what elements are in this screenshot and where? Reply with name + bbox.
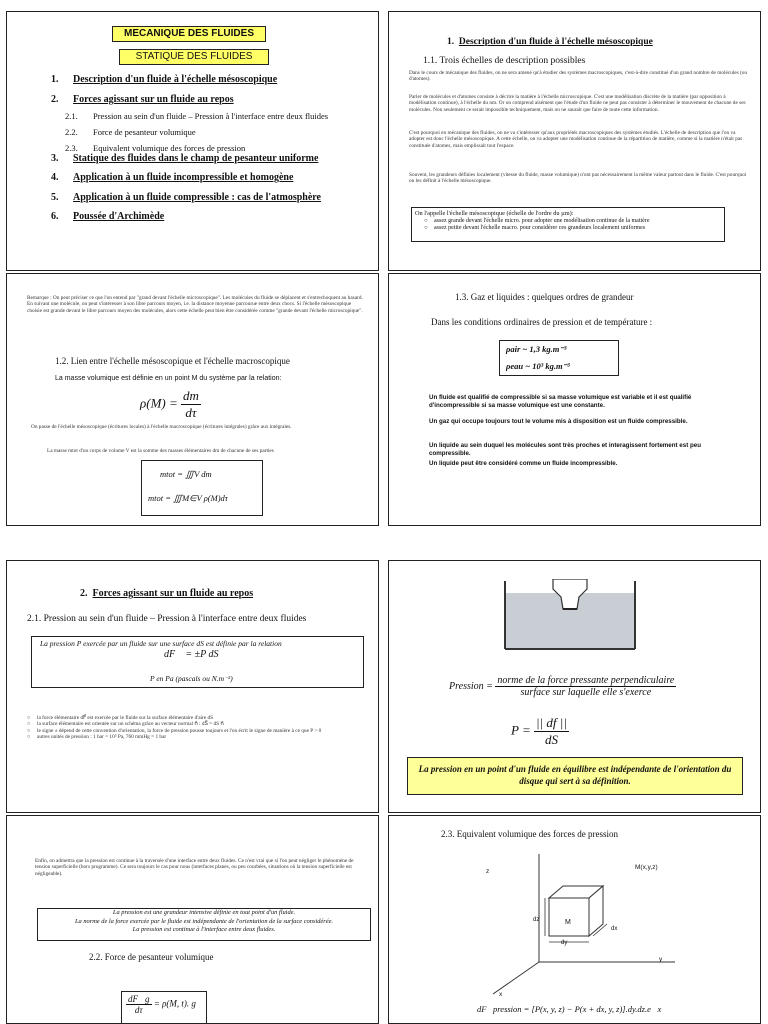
density-values-box: [499, 340, 619, 376]
definition-intro: On l'appelle l'échelle mésoscopique (échelle de l'ordre du µm):: [415, 210, 574, 217]
toc-item-4: 4. Application à un fluide incompressible et homogène: [51, 172, 294, 183]
pressure-ratio: Pression = $\frac{\text{norme de la force pressante perpendiculaire}}{\text{surface sur laquelle elle s'exerce}}$: [449, 675, 675, 698]
mass-integral-box: [141, 460, 263, 516]
toc-subitem-2-2: 2.2. Force de pesanteur volumique: [65, 127, 196, 137]
slide-lien-echelles: [6, 273, 379, 526]
slide-title: 1. Description d'un fluide à l'échelle mésoscopique: [447, 37, 653, 47]
section-heading: 1.1. Trois échelles de description possibles: [423, 56, 586, 66]
note-1: ○ la force élémentaire dF⃗ est exercée par le fluide sur la surface élémentaire d'aire dS: [27, 715, 372, 721]
rho-air: ρair ~ 1,3 kg.m⁻³: [506, 344, 567, 354]
section-heading: 2.2. Force de pesanteur volumique: [89, 952, 214, 962]
x-axis: [493, 962, 539, 994]
z-label: z: [486, 868, 490, 875]
section-heading: 1.2. Lien entre l'échelle mésoscopique et l'échelle macroscopique: [55, 356, 290, 366]
pressure-definition-text: La pression P exercée par un fluide sur une surface dS est définie par la relation: [40, 639, 282, 648]
definition-text: La masse volumique est définie en un point M du système par la relation:: [55, 375, 282, 382]
paragraph-3: C'est pourquoi en mécanique des fluides, on ne va s'intéresser qu'aux propriétés macroscopiques des systèmes étudiés. L'échelle de description que l'on va adopter est donc l'échelle mésoscopique. A cette échelle, on va adopter une modélisation continue de la répartition de matière, comme si la matière n'était pas constituée d'atomes, mais emplissait tout l'espace.: [409, 130, 743, 149]
statement-3: Un liquide au sein duquel les molécules sont très proches et interagissent fortement est peu compressible.: [429, 442, 701, 457]
toc-item-6: 6. Poussée d'Archimède: [51, 211, 165, 222]
section-heading: 2.3. Equivalent volumique des forces de pression: [441, 829, 618, 839]
statement-1: Un fluide est qualifié de compressible si sa masse volumique est variable et il est qualifié d'incompressible si sa masse volumique est une constante.: [429, 394, 692, 409]
volume-cube: [549, 898, 589, 936]
dx-label: dx: [611, 926, 618, 932]
slide-gaz-liquides: [388, 273, 761, 526]
pressure-properties-box: [37, 908, 371, 941]
slide-pression-definition: [388, 560, 761, 813]
main-title-box: [112, 26, 266, 42]
equilibrium-note-box: La pression en un point d'un fluide en équilibre est indépendante de l'orientation du disque qui sert à sa définition.: [407, 757, 743, 795]
pressure-definition-box: [31, 636, 364, 688]
y-label: y: [659, 956, 663, 963]
definition-bullet-2: ○ assez petite devant l'échelle macro. pour considérer ces grandeurs localement uniformes: [424, 225, 724, 233]
point-label: M(x,y,z): [635, 864, 658, 871]
section-heading: 2.1. Pression au sein d'un fluide – Pression à l'interface entre deux fluides: [27, 614, 307, 624]
property-2: La norme de la force exercée par le fluide est indépendante de l'orientation de la surface considérée.: [74, 917, 334, 925]
dz-label: dz: [533, 917, 540, 923]
paragraph-1: On passe de l'échelle mésoscopique (écritures locales) à l'échelle macroscopique (écritures intégrales) grâce aux intégrales.: [31, 424, 292, 430]
pressure-force-equation: dF⃗pression = [P(x, y, z) − P(x + dx, y, z)].dy.dz.e⃗x: [477, 1004, 662, 1014]
toc-item-2: 2. Forces agissant sur un fluide au repos: [51, 94, 234, 105]
mass-integral-1: mtot = ∭V dm: [160, 469, 212, 479]
section-heading: 1.3. Gaz et liquides : quelques ordres de grandeur: [455, 292, 634, 302]
interface-paragraph: Enfin, on admettra que la pression est continue à la traversée d'une interface entre deux fluides. Ce n'est vrai que si l'on peut négliger le phénomène de tension superficielle (hors programme). Ce sera toujours le cas pour nous (interfaces planes, ou peu courbées, situations où la tension superficielle est négligeable).: [35, 858, 354, 877]
pressure-unit: P en Pa (pascals ou N.m⁻²): [150, 674, 233, 683]
pressure-equation: dF⃗ = ±P dS⃗: [164, 649, 227, 660]
paragraph-2: Parler de molécules et d'atomes consiste à décrire la matière à l'échelle microscopique. C'est une modélisation discrète de la matière (par opposition à modélisation continue), à l'échelle du nm. Or on comprend aisément que l'étude d'un fluide ne peut pas consister à déterminer le mouvement de chacune de ses molécules. Non seulement ce serait impossible techniquement, mais on ne saurait que faire de toute cette information.: [409, 94, 746, 113]
toc-item-5: 5. Application à un fluide compressible : cas de l'atmosphère: [51, 192, 321, 203]
slide-description-mesoscopique: [388, 11, 761, 271]
property-1: La pression est une grandeur intensive définie en tout point d'un fluide.: [112, 909, 296, 916]
conditions-text: Dans les conditions ordinaires de pression et de température :: [431, 317, 653, 327]
slide-table-of-contents: [6, 11, 379, 271]
dy-label: dy: [561, 940, 568, 946]
definition-bullet-1: ○ assez grande devant l'échelle micro. pour adopter une modélisation continue de la matière: [424, 218, 724, 226]
density-equation: ρ(M) = $\frac{dm}{d\tau}$: [140, 388, 199, 420]
mass-integral-2: mtot = ∭M∈V ρ(M)dτ: [148, 493, 228, 503]
gravity-equation-box: [121, 991, 207, 1024]
statement-4: Un liquide peut être considéré comme un fluide incompressible.: [429, 460, 618, 467]
subtitle-box: [119, 49, 269, 65]
m-label: M: [565, 919, 571, 926]
rho-eau: ρeau ~ 10³ kg.m⁻³: [506, 361, 570, 371]
note-3: ○ le signe ± dépend de cette convention d'orientation, la force de pression pousse toujours et l'on écrit le signe de manière à ce que P > 0: [27, 728, 372, 734]
gravity-eq-den: dτ: [134, 1005, 143, 1015]
toc-subitem-2-3: 2.3. Equivalent volumique des forces de pression: [65, 143, 246, 153]
paragraph-1: Dans le cours de mécanique des fluides, on ne sera amené qu'à étudier des systèmes macroscopiques, c'est-à-dire constitué d'un grand nombre de molécules (ou d'atomes).: [409, 70, 748, 83]
slide-forces-repos: [6, 560, 379, 813]
statement-2: Un gaz qui occupe toujours tout le volume mis à disposition est un fluide compressible.: [429, 418, 688, 425]
toc-subitem-2-1: 2.1. Pression au sein d'un fluide – Pression à l'interface entre deux fluides: [65, 111, 329, 121]
subtitle: STATIQUE DES FLUIDES: [135, 51, 253, 62]
note-4: ○ autres unités de pression : 1 bar = 10⁵ Pa, 760 mmHg = 1 bar: [27, 734, 372, 740]
main-title: MECANIQUE DES FLUIDES: [123, 28, 254, 39]
toc-item-3: 3. Statique des fluides dans le champ de pesanteur uniforme: [51, 153, 319, 164]
slide-continuite-pesanteur: [6, 815, 379, 1024]
remark-paragraph: Remarque : On peut préciser ce que l'on entend par "grand devant l'échelle microscopique". Les molécules du fluide se déplacent et s'entrechoquent au hasard. En suivant une molécule, on peut s'intéresser à son libre parcours moyen, i.e. la distance moyenne parcourue entre deux chocs. Si l'échelle mésoscopique choisie est grande devant le libre parcours moyen des molécules, alors cette échelle peut bien être considérée comme "grande devant l'échelle microscopique".: [27, 295, 363, 314]
gravity-eq-num: dF⃗g: [128, 994, 150, 1004]
volume-element-figure: [479, 852, 679, 996]
pressure-formula: P = $\frac{|| df ||}{dS}$: [511, 715, 567, 747]
slide-equivalent-volumique: [388, 815, 761, 1024]
paragraph-2: La masse mtot d'un corps de volume V est la somme des masses élémentaires dm de chacune de ses parties: [47, 448, 274, 454]
slide-title: 2. Forces agissant sur un fluide au repos: [80, 588, 254, 599]
pressure-notes-list: [27, 715, 372, 741]
note-2: ○ la surface élémentaire est orientée sur un schéma grâce au vecteur normal n⃗ : dS⃗ = dS n⃗: [27, 721, 372, 727]
x-label: x: [499, 991, 503, 998]
paragraph-4: Souvent, les grandeurs définies localement (vitesse du fluide, masse volumique) n'ont pas nécessairement la même valeur partout dans le fluide. C'est pourquoi on les définit à l'échelle mésoscopique.: [409, 172, 747, 185]
gravity-eq-rhs: = ρ(M, t). g⃗: [153, 998, 203, 1009]
toc-item-1: 1. Description d'un fluide à l'échelle mésoscopique: [51, 74, 278, 85]
definition-box: [411, 207, 725, 242]
property-3: La pression est continue à l'interface entre deux fluides.: [132, 926, 276, 934]
pressure-gauge-figure: [503, 579, 637, 651]
